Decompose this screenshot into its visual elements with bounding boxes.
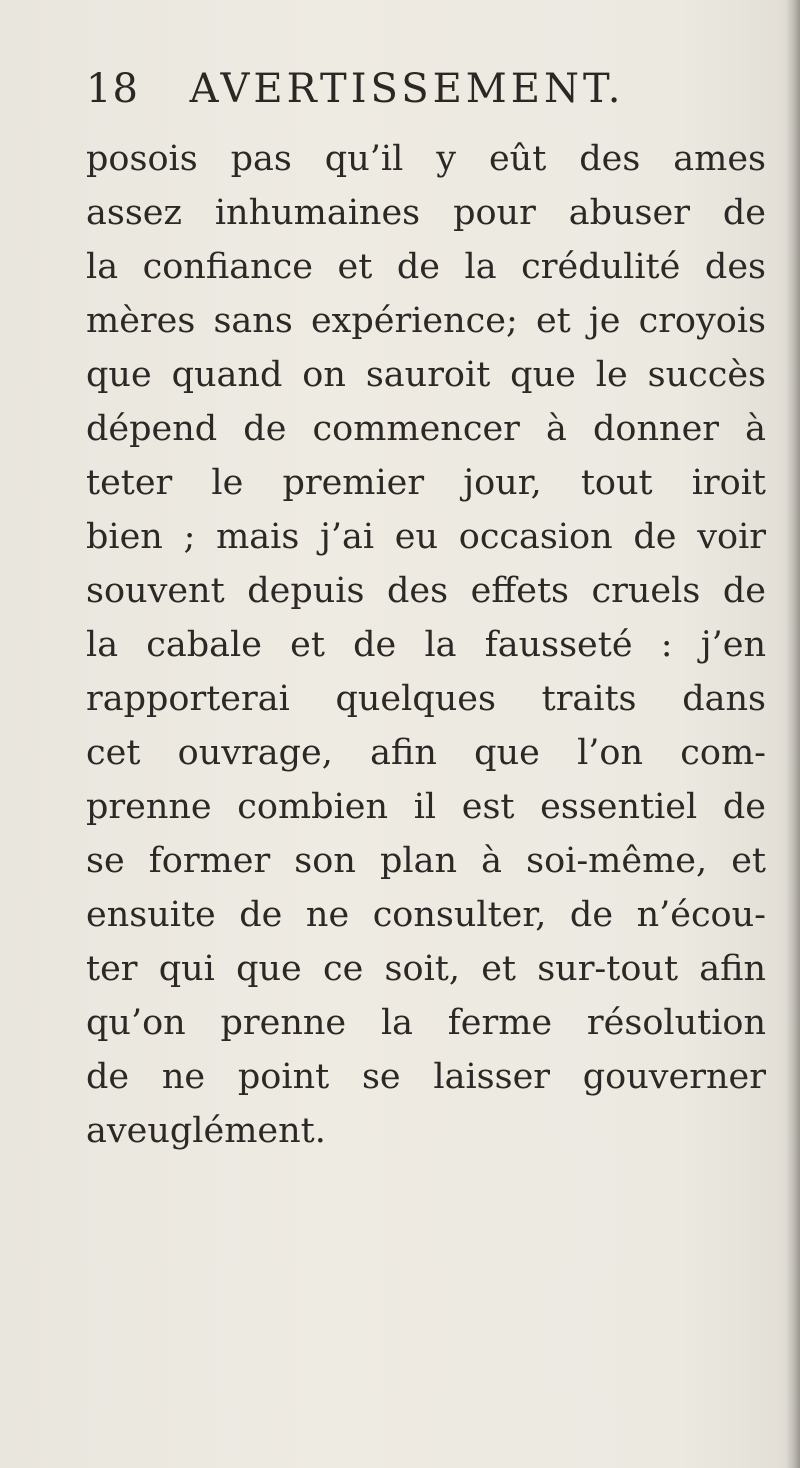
text-line: prenne combien il est essentiel de	[86, 787, 766, 827]
text-line: souvent depuis des effets cruels de	[86, 571, 766, 611]
text-line: aveuglément.	[86, 1111, 326, 1151]
text-line: rapporterai quelques traits dans	[86, 679, 766, 719]
text-line: posois pas qu’il y eût des ames	[86, 139, 766, 179]
text-line: dépend de commencer à donner à	[86, 409, 766, 449]
text-line: que quand on sauroit que le succès	[86, 355, 766, 395]
page-number: 18	[86, 66, 139, 112]
page-spine-shadow	[786, 0, 800, 1468]
running-head	[86, 66, 766, 126]
text-line: ter qui que ce soit, et sur-tout afin	[86, 949, 766, 989]
text-line: assez inhumaines pour abuser de	[86, 193, 766, 233]
text-line: teter le premier jour, tout iroit	[86, 463, 766, 503]
text-line: ensuite de ne consulter, de n’écou-	[86, 895, 766, 935]
text-line: mères sans expérience; et je croyois	[86, 301, 766, 341]
running-head-title: AVERTISSEMENT.	[189, 66, 625, 112]
text-line: bien ; mais j’ai eu occasion de voir	[86, 517, 766, 557]
text-line: qu’on prenne la ferme résolution	[86, 1003, 766, 1043]
body-text	[86, 132, 766, 1158]
text-line: de ne point se laisser gouverner	[86, 1057, 766, 1097]
text-line: se former son plan à soi-même, et	[86, 841, 766, 881]
text-line: cet ouvrage, afin que l’on com-	[86, 733, 766, 773]
text-line: la confiance et de la crédulité des	[86, 247, 766, 287]
text-line: la cabale et de la fausseté : j’en	[86, 625, 766, 665]
